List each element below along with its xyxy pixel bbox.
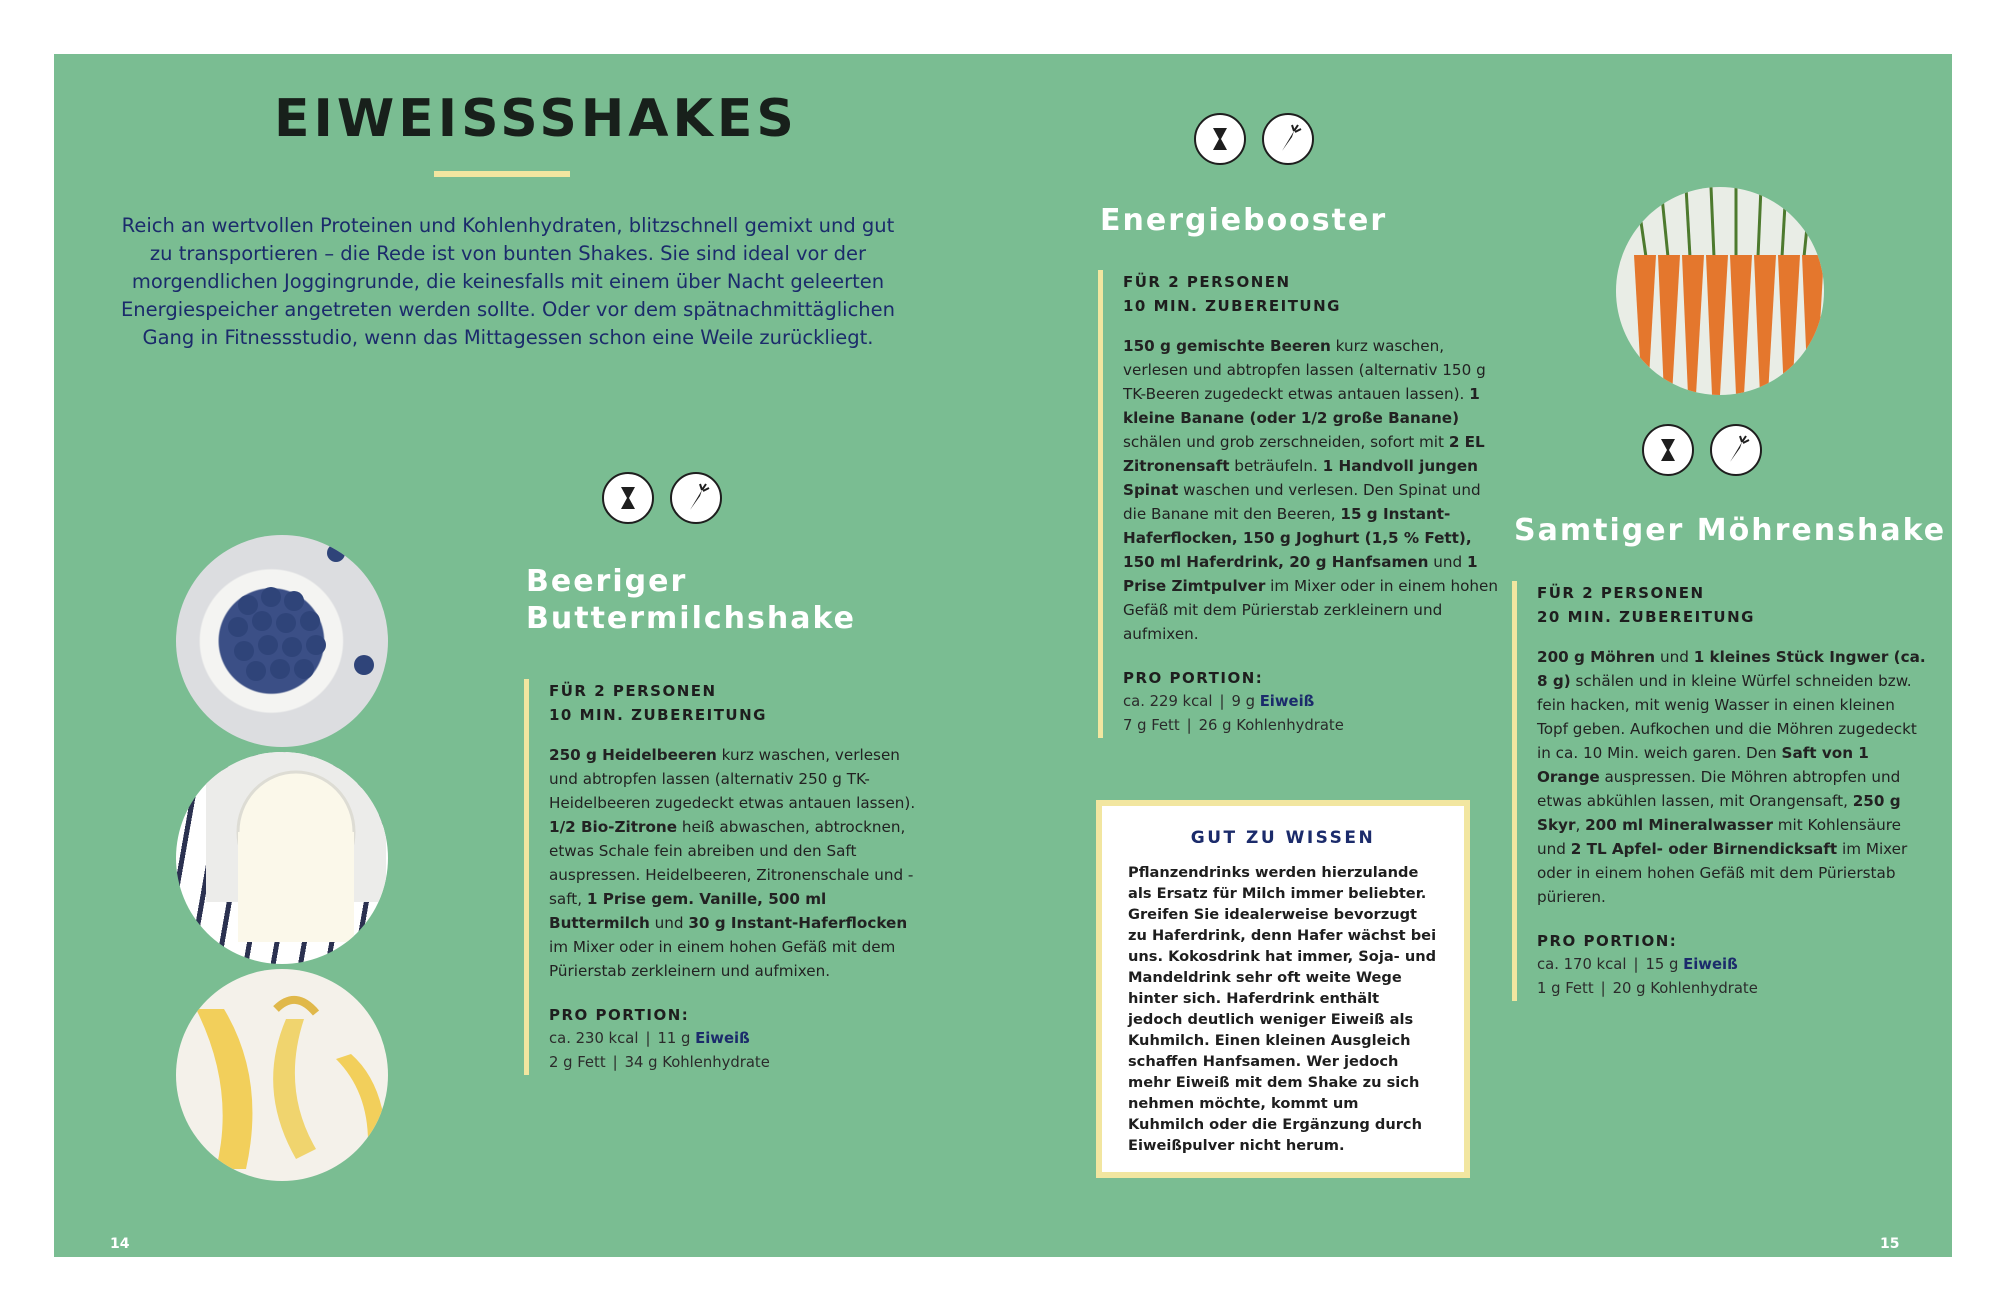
- instruction-text: und: [1655, 648, 1694, 666]
- prep-time: 10 MIN. ZUBEREITUNG: [1123, 297, 1341, 315]
- servings: FÜR 2 PERSONEN: [1537, 584, 1705, 602]
- prep-time: 20 MIN. ZUBEREITUNG: [1537, 608, 1755, 626]
- instruction-text: und: [649, 914, 689, 932]
- instruction-text: beträufeln.: [1229, 457, 1323, 475]
- ingredient: 15 g Instant-Haferflocken, 150 g Joghurt (1,5 % Fett), 150 ml Haferdrink, 20 g Hanfsamen: [1123, 505, 1472, 571]
- ingredient: 1 Prise Zimtpulver: [1123, 553, 1478, 595]
- carrot-icon: [1710, 424, 1762, 476]
- instruction-text: schälen und in kleine Würfel schneiden bzw. fein hacken, mit wenig Wasser in einen kleinen Topf geben. Aufkochen und die Möhren zugedeckt in ca. 10 Min. weich garen. Den: [1537, 672, 1917, 762]
- ingredient: 1 Prise gem. Vanille, 500 ml Buttermilch: [549, 890, 827, 932]
- chapter-title: EIWEISSSHAKES: [274, 89, 798, 149]
- blueberries-photo: [176, 535, 388, 747]
- recipe-title-line: Beeriger: [526, 564, 688, 599]
- nutrition-line: ca. 229 kcal | 9 g Eiweiß: [1123, 693, 1315, 710]
- kcal: ca. 170 kcal: [1537, 956, 1627, 973]
- kcal: ca. 229 kcal: [1123, 693, 1213, 710]
- carbs: 34 g Kohlenhydrate: [624, 1054, 770, 1071]
- recipe-title-line: Buttermilchshake: [526, 601, 856, 636]
- instructions: [549, 743, 924, 983]
- protein-label: Eiweiß: [1259, 693, 1315, 710]
- ingredient: 2 TL Apfel- oder Birnendicksaft: [1570, 840, 1838, 858]
- recipe-badges-energie: [1194, 113, 1314, 165]
- instruction-text: mit Kohlensäure und: [1537, 816, 1901, 858]
- instruction-text: waschen und verlesen. Den Spinat und die Banane mit den Beeren,: [1123, 481, 1481, 523]
- recipe-body-beeriger: [524, 679, 924, 1075]
- per-portion-label: PRO PORTION:: [1123, 669, 1264, 687]
- hourglass-icon: [1642, 424, 1694, 476]
- recipe-title-moehren: Samtiger Möhrenshake: [1514, 513, 1947, 548]
- ingredient: 30 g Instant-Haferflocken: [688, 914, 908, 932]
- fat: 7 g Fett: [1123, 717, 1180, 734]
- protein-amount: 11 g: [657, 1030, 691, 1047]
- instruction-text: heiß abwaschen, abtrocknen, etwas Schale fein abreiben und den Saft auspressen. Heidelbeeren, Zitronenschale und -saft,: [549, 818, 914, 908]
- buttermilk-glass-photo: [176, 752, 388, 964]
- instruction-text: kurz waschen, verlesen und abtropfen lassen (alternativ 250 g TK-Heidelbeeren zugedeckt etwas antauen lassen).: [549, 746, 916, 812]
- instruction-text: und: [1428, 553, 1467, 571]
- nutrition-line: ca. 170 kcal | 15 g Eiweiß: [1537, 956, 1738, 973]
- recipe-body-energie: [1098, 270, 1503, 738]
- nutrition-line: 7 g Fett | 26 g Kohlenhydrate: [1123, 717, 1344, 734]
- book-spread: [54, 54, 1952, 1257]
- carbs: 26 g Kohlenhydrate: [1198, 717, 1344, 734]
- instruction-text: kurz waschen, verlesen und abtropfen lassen (alternativ 150 g TK-Beeren zugedeckt etwas antauen lassen).: [1123, 337, 1486, 403]
- page-number-left: 14: [110, 1236, 130, 1252]
- info-box-title: GUT ZU WISSEN: [1190, 828, 1376, 848]
- ingredient: 250 g Skyr: [1537, 792, 1901, 834]
- carbs: 20 g Kohlenhydrate: [1612, 980, 1758, 997]
- ingredient: Saft von 1 Orange: [1537, 744, 1869, 786]
- carrot-icon: [1262, 113, 1314, 165]
- instructions: [1123, 334, 1503, 646]
- instruction-text: im Mixer oder in einem hohen Gefäß mit dem Pürierstab zerkleinern und aufmixen.: [1123, 577, 1498, 643]
- instruction-text: im Mixer oder in einem hohen Gefäß mit dem Pürierstab zerkleinern und aufmixen.: [549, 938, 896, 980]
- ingredient: 1 kleine Banane (oder 1/2 große Banane): [1123, 385, 1480, 427]
- per-portion-label: PRO PORTION:: [549, 1006, 690, 1024]
- recipe-title-energie: Energiebooster: [1100, 203, 1388, 238]
- recipe-badges-moehren: [1642, 424, 1762, 476]
- bananas-photo: [176, 969, 388, 1181]
- nutrition-line: 2 g Fett | 34 g Kohlenhydrate: [549, 1054, 770, 1071]
- chapter-intro: Reich an wertvollen Proteinen und Kohlenhydraten, blitzschnell gemixt und gut zu transportieren – die Rede ist von bunten Shakes. Sie sind ideal vor der morgendlichen Joggingrunde, die keinesfalls mit einem über Nacht geleerten Energiespeicher angetreten werden sollte. Oder vor dem spätnachmittäglichen Gang in Fitnessstudio, wenn das Mittagessen schon eine Weile zurückliegt.: [120, 214, 896, 349]
- servings: FÜR 2 PERSONEN: [549, 682, 717, 700]
- per-portion-label: PRO PORTION:: [1537, 932, 1678, 950]
- instruction-text: im Mixer oder in einem hohen Gefäß mit dem Pürierstab pürieren.: [1537, 840, 1908, 906]
- protein-amount: 9 g: [1231, 693, 1255, 710]
- title-underline: [434, 171, 570, 177]
- servings: FÜR 2 PERSONEN: [1123, 273, 1291, 291]
- ingredient: 250 g Heidelbeeren: [549, 746, 717, 764]
- kcal: ca. 230 kcal: [549, 1030, 639, 1047]
- ingredient: 1 kleines Stück Ingwer (ca. 8 g): [1537, 648, 1926, 690]
- recipe-body-moehren: [1512, 581, 1927, 1001]
- good-to-know-box: [1096, 800, 1470, 1178]
- nutrition-line: ca. 230 kcal | 11 g Eiweiß: [549, 1030, 750, 1047]
- recipe-badges-beeriger: [602, 472, 722, 524]
- fat: 2 g Fett: [549, 1054, 606, 1071]
- ingredient: 1/2 Bio-Zitrone: [549, 818, 678, 836]
- instruction-text: ,: [1575, 816, 1586, 834]
- hourglass-icon: [602, 472, 654, 524]
- carrots-photo: [1616, 187, 1824, 395]
- recipe-title-beeriger: [526, 563, 856, 637]
- prep-time: 10 MIN. ZUBEREITUNG: [549, 706, 767, 724]
- instruction-text: schälen und grob zerschneiden, sofort mit: [1123, 433, 1449, 451]
- protein-label: Eiweiß: [695, 1030, 750, 1047]
- instructions: [1537, 645, 1927, 909]
- info-box-text: Pflanzendrinks werden hierzulande als Ersatz für Milch immer beliebter. Greifen Sie idealerweise bevorzugt zu Haferdrink, denn Hafer wächst bei uns. Kokosdrink hat immer, Soja- und Mandeldrink sehr oft weite Wege hinter sich. Haferdrink enthält jedoch deutlich weniger Eiweiß als Kuhmilch. Einen kleinen Ausgleich schaffen Hanfsamen. Wer jedoch mehr Eiweiß mit dem Shake zu sich nehmen möchte, kommt um Kuhmilch oder die Ergänzung durch Eiweißpulver nicht herum.: [1128, 864, 1437, 1154]
- nutrition-line: 1 g Fett | 20 g Kohlenhydrate: [1537, 980, 1758, 997]
- ingredient: 150 g gemischte Beeren: [1123, 337, 1331, 355]
- ingredient: 200 ml Mineralwasser: [1585, 816, 1773, 834]
- hourglass-icon: [1194, 113, 1246, 165]
- carrot-icon: [670, 472, 722, 524]
- ingredient: 2 EL Zitronensaft: [1123, 433, 1485, 475]
- page-number-right: 15: [1880, 1236, 1900, 1252]
- ingredient: 1 Handvoll jungen Spinat: [1123, 457, 1478, 499]
- protein-label: Eiweiß: [1683, 956, 1738, 973]
- fat: 1 g Fett: [1537, 980, 1594, 997]
- instruction-text: auspressen. Die Möhren abtropfen und etwas abkühlen lassen, mit Orangensaft,: [1537, 768, 1901, 810]
- ingredient: 200 g Möhren: [1537, 648, 1656, 666]
- protein-amount: 15 g: [1645, 956, 1679, 973]
